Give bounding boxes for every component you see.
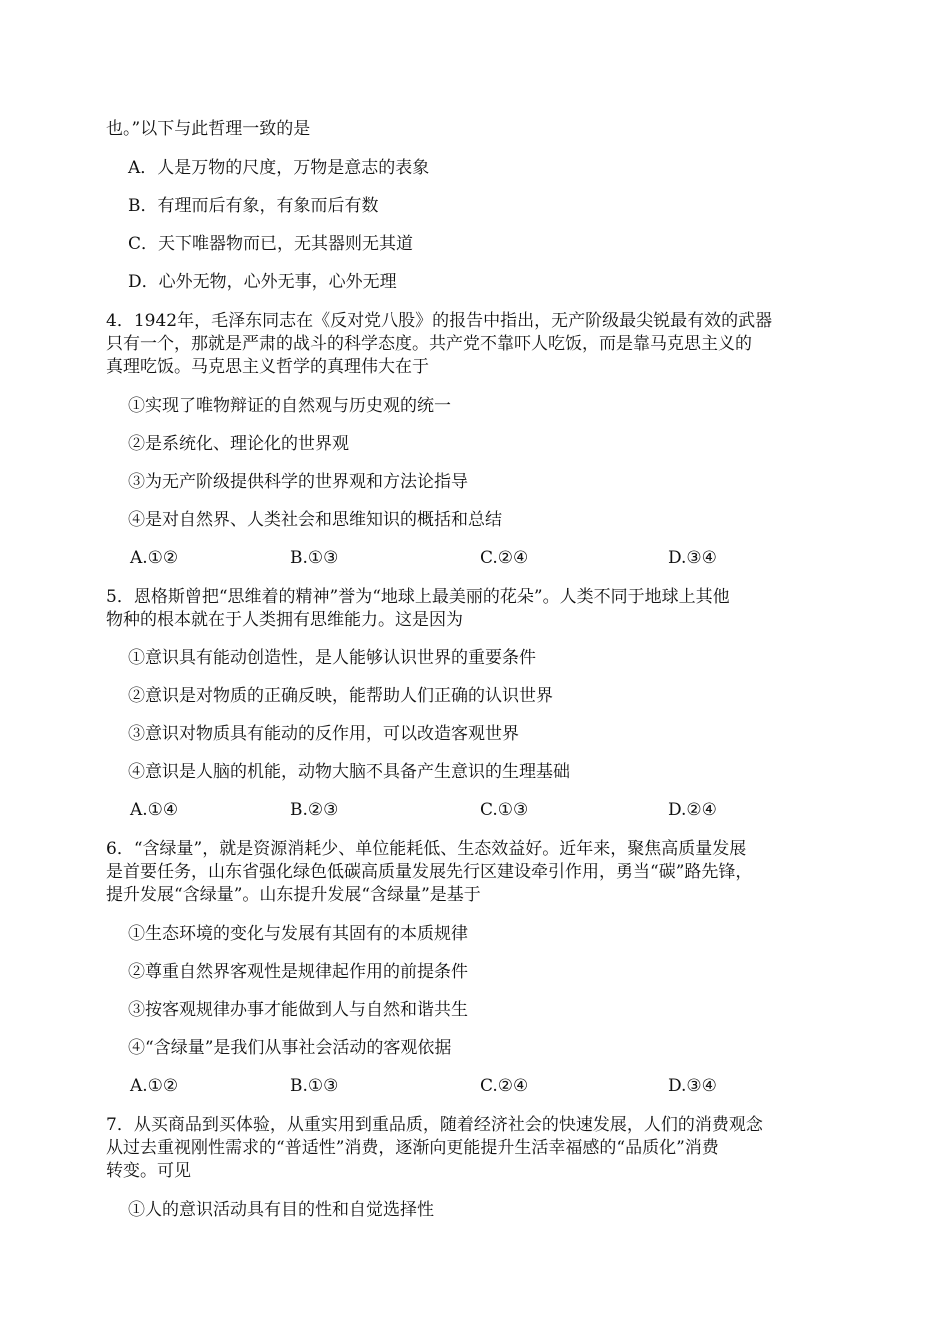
q4-item-4: ④是对自然界、人类社会和思维知识的概括和总结	[128, 510, 502, 530]
q5-answer-b: B.②③	[290, 800, 339, 820]
q6-answer-row	[0, 1075, 950, 1099]
q6-stem-line-2: 是首要任务，山东省强化绿色低碳高质量发展先行区建设牵引作用，勇当“碳”路先锋，	[106, 862, 753, 882]
q4-answer-a: A.①②	[130, 548, 179, 568]
q3-stem-tail: 也。”以下与此哲理一致的是	[106, 119, 311, 139]
q4-stem-line-3: 真理吃饭。马克思主义哲学的真理伟大在于	[106, 357, 429, 377]
q5-item-4: ④意识是人脑的机能，动物大脑不具备产生意识的生理基础	[128, 762, 570, 782]
q3-option-c: C．天下唯器物而已，无其器则无其道	[128, 234, 414, 254]
q5-stem-line-2: 物种的根本就在于人类拥有思维能力。这是因为	[106, 610, 463, 630]
q3-option-b: B．有理而后有象，有象而后有数	[128, 196, 379, 216]
q7-stem-line-1: 7．从买商品到买体验，从重实用到重品质，随着经济社会的快速发展，人们的消费观念	[106, 1115, 763, 1135]
q6-answer-d: D.③④	[668, 1076, 717, 1096]
q6-item-4: ④“含绿量”是我们从事社会活动的客观依据	[128, 1038, 452, 1058]
q6-item-1: ①生态环境的变化与发展有其固有的本质规律	[128, 924, 468, 944]
q5-answer-a: A.①④	[130, 800, 179, 820]
q5-item-2: ②意识是对物质的正确反映，能帮助人们正确的认识世界	[128, 686, 553, 706]
q6-answer-a: A.①②	[130, 1076, 179, 1096]
q6-stem-line-3: 提升发展“含绿量”。山东提升发展“含绿量”是基于	[106, 885, 481, 905]
q4-answer-d: D.③④	[668, 548, 717, 568]
q4-item-1: ①实现了唯物辩证的自然观与历史观的统一	[128, 396, 451, 416]
q4-item-3: ③为无产阶级提供科学的世界观和方法论指导	[128, 472, 468, 492]
q5-answer-c: C.①③	[480, 800, 529, 820]
q7-stem-line-2: 从过去重视刚性需求的“普适性”消费，逐渐向更能提升生活幸福感的“品质化”消费	[106, 1138, 719, 1158]
q7-stem-line-3: 转变。可见	[106, 1161, 191, 1181]
q4-item-2: ②是系统化、理论化的世界观	[128, 434, 349, 454]
q5-stem-line-1: 5．恩格斯曾把“思维着的精神”誉为“地球上最美丽的花朵”。人类不同于地球上其他	[106, 587, 730, 607]
q6-answer-b: B.①③	[290, 1076, 339, 1096]
q6-item-2: ②尊重自然界客观性是规律起作用的前提条件	[128, 962, 468, 982]
q4-answer-b: B.①③	[290, 548, 339, 568]
q7-item-1: ①人的意识活动具有目的性和自觉选择性	[128, 1200, 434, 1220]
q6-answer-c: C.②④	[480, 1076, 529, 1096]
q5-item-3: ③意识对物质具有能动的反作用，可以改造客观世界	[128, 724, 519, 744]
q6-stem-line-1: 6．“含绿量”，就是资源消耗少、单位能耗低、生态效益好。近年来，聚焦高质量发展	[106, 839, 747, 859]
q6-item-3: ③按客观规律办事才能做到人与自然和谐共生	[128, 1000, 468, 1020]
q5-answer-row	[0, 799, 950, 823]
q5-item-1: ①意识具有能动创造性，是人能够认识世界的重要条件	[128, 648, 536, 668]
q4-stem-line-2: 只有一个，那就是严肃的战斗的科学态度。共产党不靠吓人吃饭，而是靠马克思主义的	[106, 334, 752, 354]
q3-option-d: D．心外无物，心外无事，心外无理	[128, 272, 397, 292]
q3-option-a: A．人是万物的尺度，万物是意志的表象	[128, 158, 430, 178]
q4-answer-c: C.②④	[480, 548, 529, 568]
q4-answer-row	[0, 547, 950, 571]
q4-stem-line-1: 4．1942年，毛泽东同志在《反对党八股》的报告中指出，无产阶级最尖锐最有效的武器	[106, 311, 773, 331]
q5-answer-d: D.②④	[668, 800, 717, 820]
